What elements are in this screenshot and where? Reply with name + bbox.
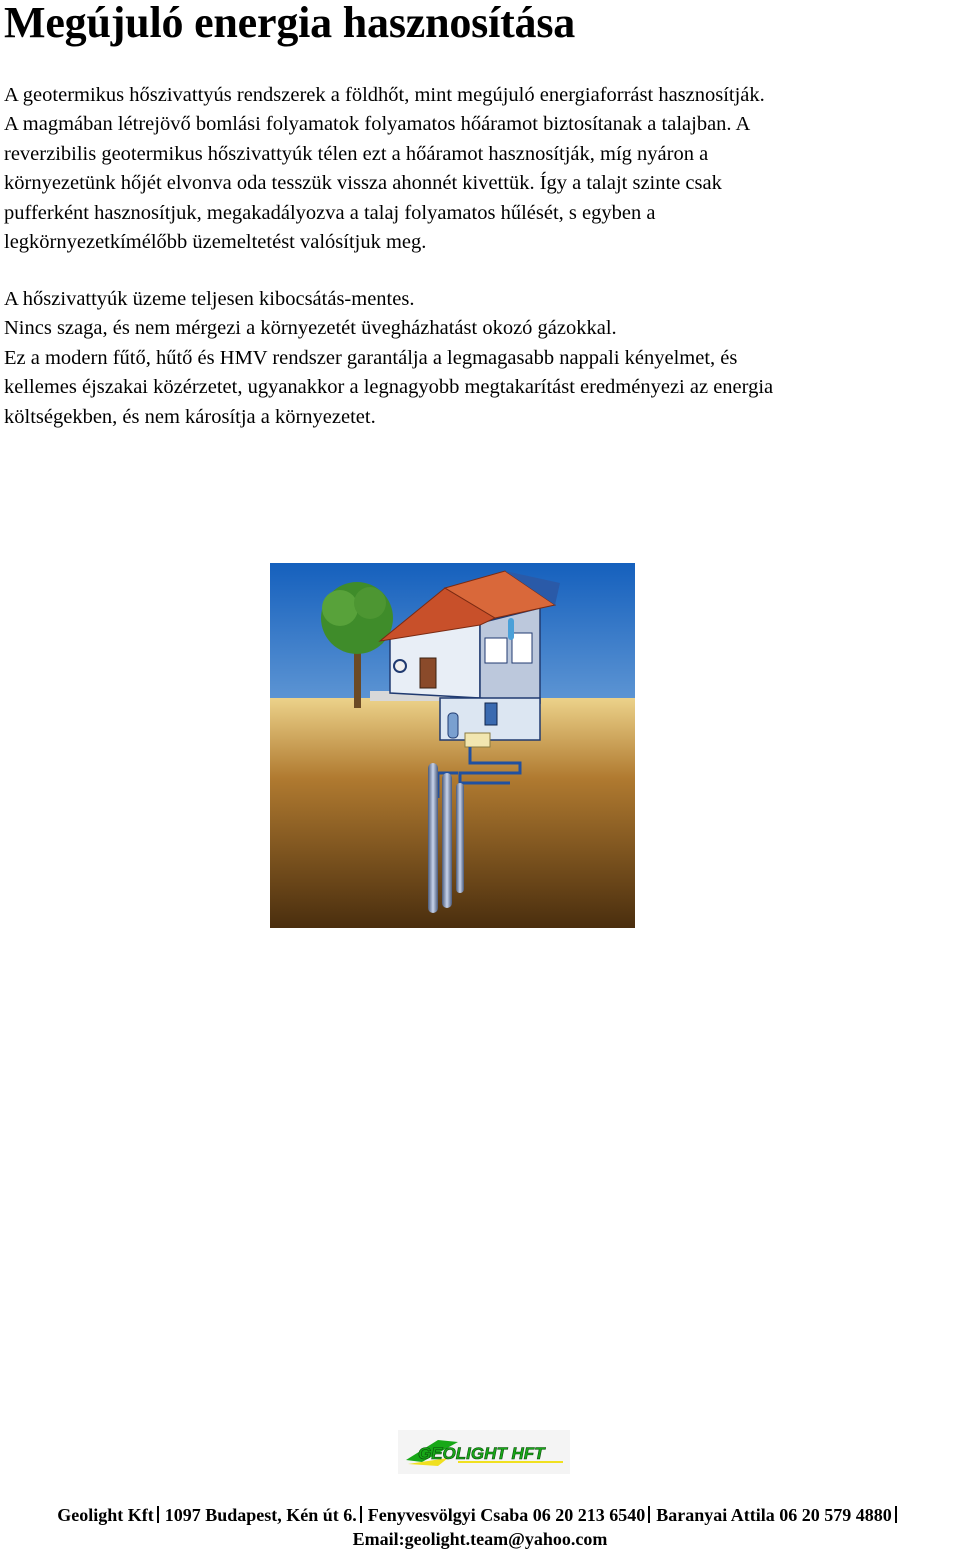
fact-line: Ez a modern fűtő, hűtő és HMV rendszer garantálja a legmagasabb nappali kényelmet, és xyxy=(4,346,738,369)
heat-pump-unit xyxy=(465,733,490,747)
geothermal-house-illustration xyxy=(270,563,635,928)
footer-separator xyxy=(895,1506,897,1523)
intro-line: legkörnyezetkímélőbb üzemeltetést valósítjuk meg. xyxy=(4,231,427,254)
tree-trunk xyxy=(354,648,361,708)
intro-line: A magmában létrejövő bomlási folyamatok folyamatos hőáramot biztosítanak a talajban. A xyxy=(4,113,751,136)
intro-line: A geotermikus hőszivattyús rendszerek a földhőt, mint megújuló energiaforrást hasznosítják. xyxy=(4,84,765,106)
intro-line: környezetünk hőjét elvonva oda tesszük vissza ahonnét kivettük. Így a talajt szinte csak xyxy=(4,172,722,195)
footer-contacts xyxy=(0,1503,960,1527)
fact-line: Nincs szaga, és nem mérgezi a környezetét üvegházhatást okozó gázokkal. xyxy=(4,317,617,340)
footer-contact-2: Baranyai Attila 06 20 579 4880 xyxy=(656,1505,892,1525)
page-title: Megújuló energia hasznosítása xyxy=(4,0,576,47)
logo-text: GEOLIGHT HFT xyxy=(418,1444,545,1463)
fact-line: kellemes éjszakai közérzetet, ugyanakkor a legnagyobb megtakarítást eredményezi az energia xyxy=(4,376,774,399)
footer-company: Geolight Kft xyxy=(57,1505,154,1525)
vertical-probe xyxy=(442,773,452,908)
intro-paragraph xyxy=(4,81,958,257)
round-window xyxy=(394,660,406,672)
vertical-probe xyxy=(456,783,464,893)
fact-line: költségekben, és nem károsítja a környezetet. xyxy=(4,405,376,428)
facts-paragraph xyxy=(4,285,958,432)
fact-line: A hőszivattyúk üzeme teljesen kibocsátás-mentes. xyxy=(4,288,415,310)
footer-address: 1097 Budapest, Kén út 6. xyxy=(164,1505,357,1525)
vertical-probe xyxy=(428,763,438,913)
company-logo xyxy=(398,1430,570,1474)
intro-line: pufferként hasznosítjuk, megakadályozva a talaj folyamatos hűlését, s egyben a xyxy=(4,201,656,224)
footer-separator xyxy=(157,1506,159,1523)
footer-separator xyxy=(648,1506,650,1523)
footer-contact-1: Fenyvesvölgyi Csaba 06 20 213 6540 xyxy=(367,1505,646,1525)
house-ground-svg xyxy=(270,563,635,928)
geolight-logo-svg xyxy=(398,1430,570,1474)
footer-email: Email:geolight.team@yahoo.com xyxy=(352,1529,608,1549)
intro-line: reverzibilis geotermikus hőszivattyúk télen ezt a hőáramot hasznosítják, míg nyáron a xyxy=(4,142,709,165)
front-door xyxy=(420,658,436,688)
footer-separator xyxy=(360,1506,362,1523)
